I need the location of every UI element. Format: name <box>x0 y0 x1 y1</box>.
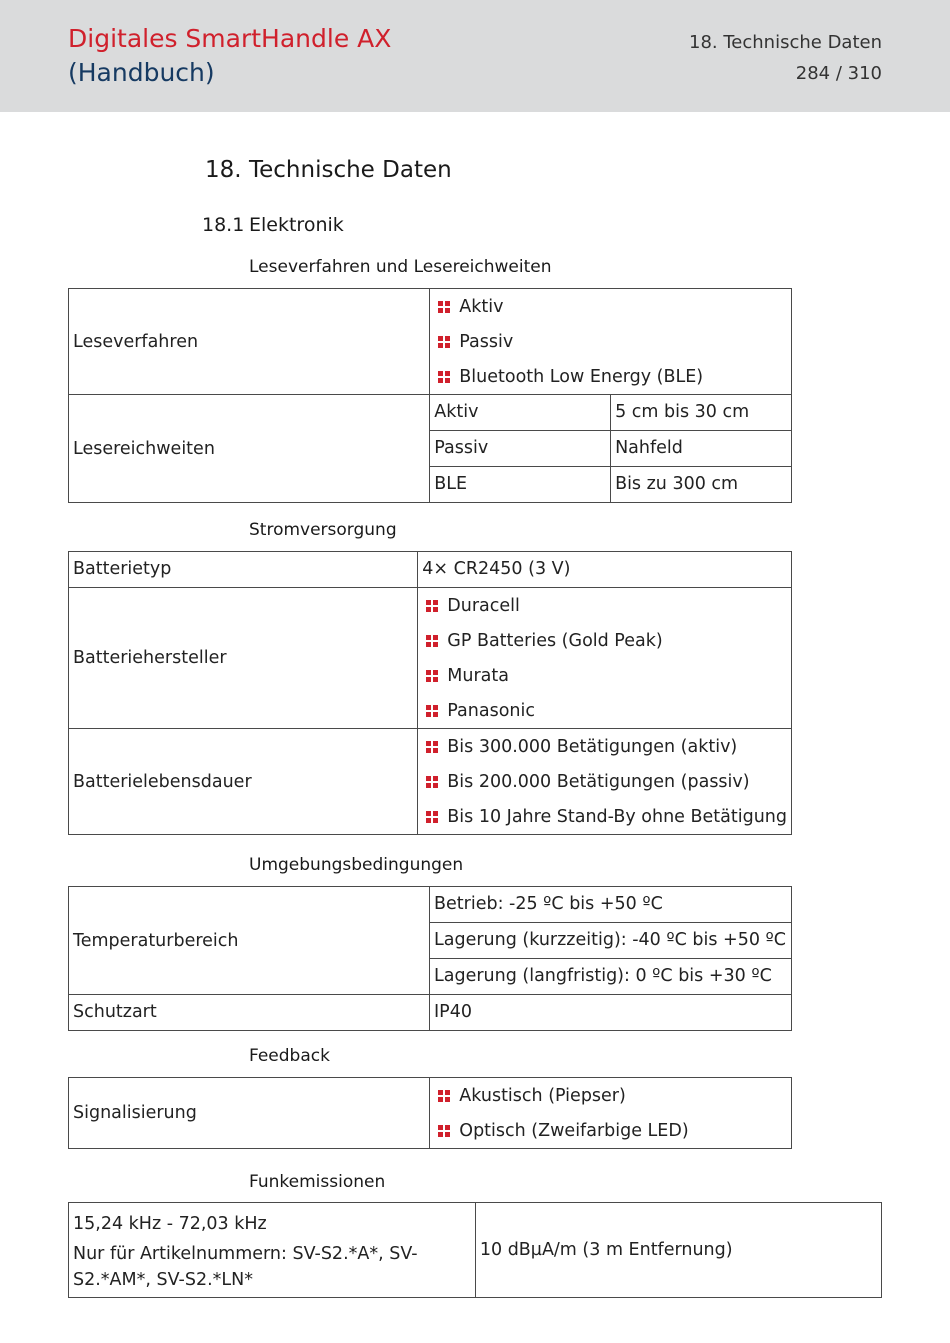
bullet-icon <box>426 635 438 647</box>
bullet-icon <box>426 741 438 753</box>
table-caption-environment: Umgebungsbedingungen <box>249 855 464 875</box>
row-label: Lesereichweiten <box>69 395 430 503</box>
table-row <box>69 1078 792 1149</box>
bullet-list <box>418 588 792 729</box>
range-value: 5 cm bis 30 cm <box>611 395 792 431</box>
radio-table <box>68 1202 882 1298</box>
frequency-range: 15,24 kHz - 72,03 kHz <box>73 1214 267 1234</box>
table-row <box>69 395 792 431</box>
table-row <box>69 729 792 835</box>
list-item: Murata <box>422 658 787 693</box>
range-mode: BLE <box>430 467 611 503</box>
bullet-icon <box>438 336 450 348</box>
list-item: Akustisch (Piepser) <box>434 1078 787 1113</box>
list-item: Optisch (Zweifarbige LED) <box>434 1113 787 1148</box>
feedback-table <box>68 1077 792 1149</box>
subheading-title: Elektronik <box>249 214 344 236</box>
table-caption-reading: Leseverfahren und Lesereichweiten <box>249 257 552 277</box>
bullet-list <box>430 1078 792 1149</box>
range-mode: Aktiv <box>430 395 611 431</box>
table-row <box>69 887 792 923</box>
row-label: Leseverfahren <box>69 289 430 395</box>
row-value: Betrieb: -25 ºC bis +50 ºC <box>430 887 792 923</box>
bullet-icon <box>426 811 438 823</box>
article-numbers-note: Nur für Artikelnummern: SV-S2.*A*, SV-S2.*AM*, SV-S2.*LN* <box>73 1244 418 1290</box>
range-value: Bis zu 300 cm <box>611 467 792 503</box>
bullet-icon <box>438 1090 450 1102</box>
row-value: IP40 <box>430 995 792 1031</box>
bullet-icon <box>426 776 438 788</box>
heading-number: 18. <box>205 157 242 183</box>
bullet-list <box>418 729 792 835</box>
table-row <box>69 588 792 729</box>
list-item: Aktiv <box>434 289 787 324</box>
table-row <box>69 289 792 395</box>
table-caption-feedback: Feedback <box>249 1046 330 1066</box>
brand-title <box>68 22 391 90</box>
page-title: Technische Daten <box>249 157 452 183</box>
list-item: Panasonic <box>422 693 787 728</box>
header-section: 18. Technische Daten <box>689 32 882 53</box>
list-item: Bis 300.000 Betätigungen (aktiv) <box>422 729 787 764</box>
table-row <box>69 1203 882 1298</box>
row-label: Batterielebensdauer <box>69 729 418 835</box>
bullet-list <box>430 289 792 395</box>
table-row <box>69 552 792 588</box>
table-row <box>69 995 792 1031</box>
bullet-icon <box>438 1125 450 1137</box>
brand-title-line2: (Handbuch) <box>68 58 215 87</box>
reading-table <box>68 288 792 503</box>
environment-table <box>68 886 792 1031</box>
list-item: Bluetooth Low Energy (BLE) <box>434 359 787 394</box>
emission-value: 10 dBµA/m (3 m Entfernung) <box>475 1203 881 1298</box>
subheading-number: 18.1 <box>202 214 245 236</box>
table-caption-radio: Funkemissionen <box>249 1172 386 1192</box>
list-item: GP Batteries (Gold Peak) <box>422 623 787 658</box>
header-meta <box>689 27 882 89</box>
row-label: Schutzart <box>69 995 430 1031</box>
row-value: Lagerung (langfristig): 0 ºC bis +30 ºC <box>430 959 792 995</box>
bullet-icon <box>426 600 438 612</box>
list-item: Duracell <box>422 588 787 623</box>
table-caption-power: Stromversorgung <box>249 520 397 540</box>
frequency-cell <box>69 1203 476 1298</box>
row-label: Signalisierung <box>69 1078 430 1149</box>
list-item: Bis 200.000 Betätigungen (passiv) <box>422 764 787 799</box>
bullet-icon <box>426 705 438 717</box>
row-value: Lagerung (kurzzeitig): -40 ºC bis +50 ºC <box>430 923 792 959</box>
row-label: Batteriehersteller <box>69 588 418 729</box>
bullet-icon <box>438 371 450 383</box>
page-header <box>0 0 950 112</box>
brand-title-line1: Digitales SmartHandle AX <box>68 24 392 53</box>
range-value: Nahfeld <box>611 431 792 467</box>
bullet-icon <box>438 301 450 313</box>
row-label: Temperaturbereich <box>69 887 430 995</box>
list-item: Passiv <box>434 324 787 359</box>
list-item: Bis 10 Jahre Stand-By ohne Betätigung <box>422 799 787 834</box>
page-number: 284 / 310 <box>795 63 882 84</box>
row-value: 4× CR2450 (3 V) <box>418 552 792 588</box>
bullet-icon <box>426 670 438 682</box>
range-mode: Passiv <box>430 431 611 467</box>
row-label: Batterietyp <box>69 552 418 588</box>
power-table <box>68 551 792 835</box>
